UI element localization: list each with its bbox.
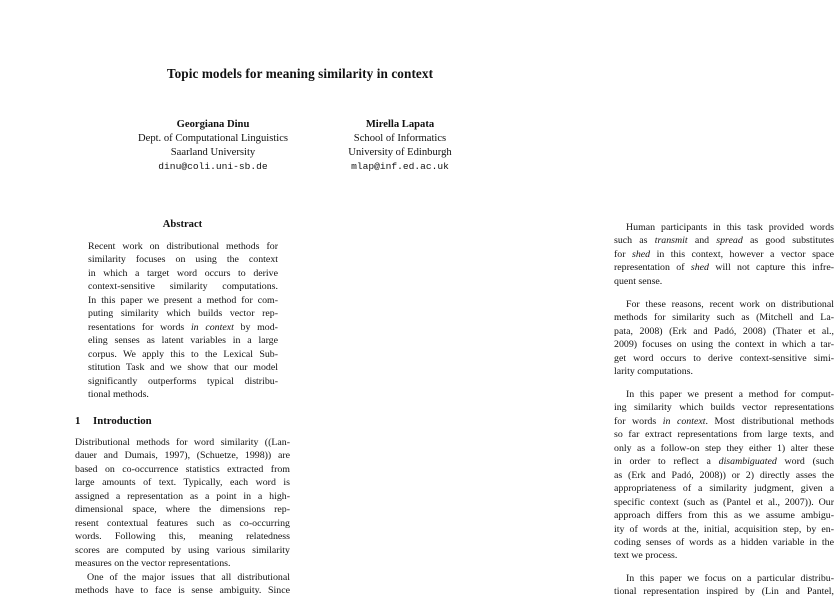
body-line: For these reasons, recent work on distributional: [626, 299, 834, 310]
paper-title: Topic models for meaning similarity in context: [166, 66, 434, 81]
body-line: words. Following this, meaning relatedness: [75, 531, 290, 543]
abstract-line: tional methods.: [88, 388, 149, 400]
abstract-line: Recent work on distributional methods for: [88, 241, 278, 252]
body-line: ity of words at the, initial, acquisition step, by en-: [614, 523, 834, 535]
body-line: pata, 2008) (Erk and Padó, 2008) (Thater et al.,: [614, 325, 834, 337]
author-affiliation: School of Informatics: [353, 133, 447, 144]
author-institution: University of Edinburgh: [348, 147, 452, 158]
body-line: appropriateness of a similarity judgment, given a: [614, 483, 834, 495]
abstract-text: by mod-: [233, 321, 278, 333]
body-text: and: [687, 235, 717, 247]
body-text: will not capture this infre-: [708, 262, 834, 274]
abstract-text: resentations for words: [88, 321, 191, 333]
body-text: word (such: [776, 456, 834, 468]
body-line: [614, 261, 834, 274]
body-line: dauer and Dumais, 1997), (Schuetze, 1998)) are: [75, 450, 290, 462]
author-name: Georgiana Dinu: [176, 119, 250, 130]
body-emphasis: in context: [662, 415, 706, 427]
body-line: 2009) focuses on using the context in which a tar-: [614, 339, 834, 351]
body-text: for: [614, 248, 633, 260]
body-line: [614, 248, 834, 261]
body-line: ing similarity which builds vector representations: [614, 402, 834, 414]
body-line: measures on the vector representations.: [75, 558, 231, 570]
section-heading: [75, 415, 152, 427]
body-line: resent contextual features such as co-occurring: [75, 517, 290, 529]
abstract-line: [88, 321, 278, 334]
abstract-line: eling senses as latent variables in a large: [88, 335, 278, 347]
body-line: coding senses of words as a hidden variable in the: [614, 536, 834, 548]
body-emphasis: shed: [690, 262, 709, 274]
body-line: scores are computed by using various similarity: [75, 544, 290, 556]
paragraph: [614, 221, 834, 288]
abstract-line: similarity focuses on using the context: [88, 254, 278, 266]
body-emphasis: spread: [716, 235, 743, 247]
abstract-line: corpus. We apply this to the Lexical Sub-: [88, 348, 278, 360]
author-affiliation: Dept. of Computational Linguistics: [137, 133, 289, 144]
abstract-line: puting similarity which builds vector rep-: [88, 308, 278, 320]
body-text: in order to reflect a: [614, 456, 719, 468]
body-line: text we process.: [614, 550, 678, 562]
body-line: large amounts of text. Typically, each word is: [75, 477, 290, 489]
paragraph: [614, 572, 834, 599]
body-line: as (Erk and Padó, 2008)) or 2) directly asses the: [614, 469, 834, 481]
body-line: get word occurs to derive context-sensitive simi-: [614, 352, 834, 364]
body-line: assigned a representation as a point in a high-: [75, 490, 290, 502]
body-line: approach differs from this as we assume ambigu-: [614, 510, 834, 522]
body-line: [614, 415, 834, 428]
abstract-heading: Abstract: [162, 219, 203, 230]
author-email: mlap@inf.ed.ac.uk: [351, 161, 449, 172]
body-text: for words: [614, 415, 663, 427]
body-line: Distributional methods for word similarity ((Lan-: [75, 437, 290, 448]
body-emphasis: transmit: [654, 235, 688, 247]
introduction-body: [75, 436, 290, 597]
abstract-line: In this paper we present a method for com-: [88, 294, 278, 306]
abstract-line: in which a target word occurs to derive: [88, 267, 278, 279]
abstract-body: [88, 240, 278, 401]
body-line: specific context (such as (Pantel et al., 2007)). Our: [614, 496, 834, 508]
author-name: Mirella Lapata: [365, 119, 435, 130]
body-line: quent sense.: [614, 275, 663, 287]
body-text: representation of: [614, 262, 691, 274]
body-text: . Most distributional methods: [705, 415, 834, 427]
body-line: only as a follow-on step they either 1) alter these: [614, 442, 834, 454]
body-text: in this context, however a vector space: [650, 248, 834, 260]
author-institution: Saarland University: [170, 147, 256, 158]
author-block-2: [280, 118, 520, 174]
body-emphasis: shed: [632, 248, 651, 260]
body-line: based on co-occurrence statistics extracted from: [75, 463, 290, 475]
body-line: larity computations.: [614, 366, 693, 378]
paragraph: [614, 298, 834, 379]
body-line: [614, 234, 834, 247]
abstract-line: context-sensitive similarity computations.: [88, 281, 278, 293]
abstract-line: significantly outperforms typical distribu-: [88, 375, 278, 387]
body-line: tional representation inspired by (Lin and Pantel,: [614, 586, 834, 598]
paragraph: [614, 388, 834, 563]
body-line: dimensional space, where the dimensions rep-: [75, 504, 290, 516]
body-text: as good substitutes: [742, 235, 834, 247]
body-line: One of the major issues that all distributional: [87, 571, 290, 583]
abstract-line: stitution Task and we show that our model: [88, 362, 278, 374]
author-email: dinu@coli.uni-sb.de: [158, 161, 268, 172]
section-title: Introduction: [93, 415, 152, 427]
abstract-emphasis: in context: [190, 321, 234, 333]
section-number: 1: [75, 415, 81, 427]
body-line: In this paper we present a method for comput-: [626, 389, 834, 400]
body-emphasis: disambiguated: [718, 456, 777, 468]
body-line: In this paper we focus on a particular distribu-: [626, 573, 834, 584]
body-line: methods have to face is sense ambiguity. Since: [75, 584, 290, 596]
body-line: Human participants in this task provided words: [626, 222, 834, 233]
body-line: so far extract representations from large texts, and: [614, 429, 834, 441]
body-line: methods for similarity such as (Mitchell and La-: [614, 312, 834, 324]
body-text: such as: [614, 235, 655, 247]
body-line: [614, 455, 834, 468]
